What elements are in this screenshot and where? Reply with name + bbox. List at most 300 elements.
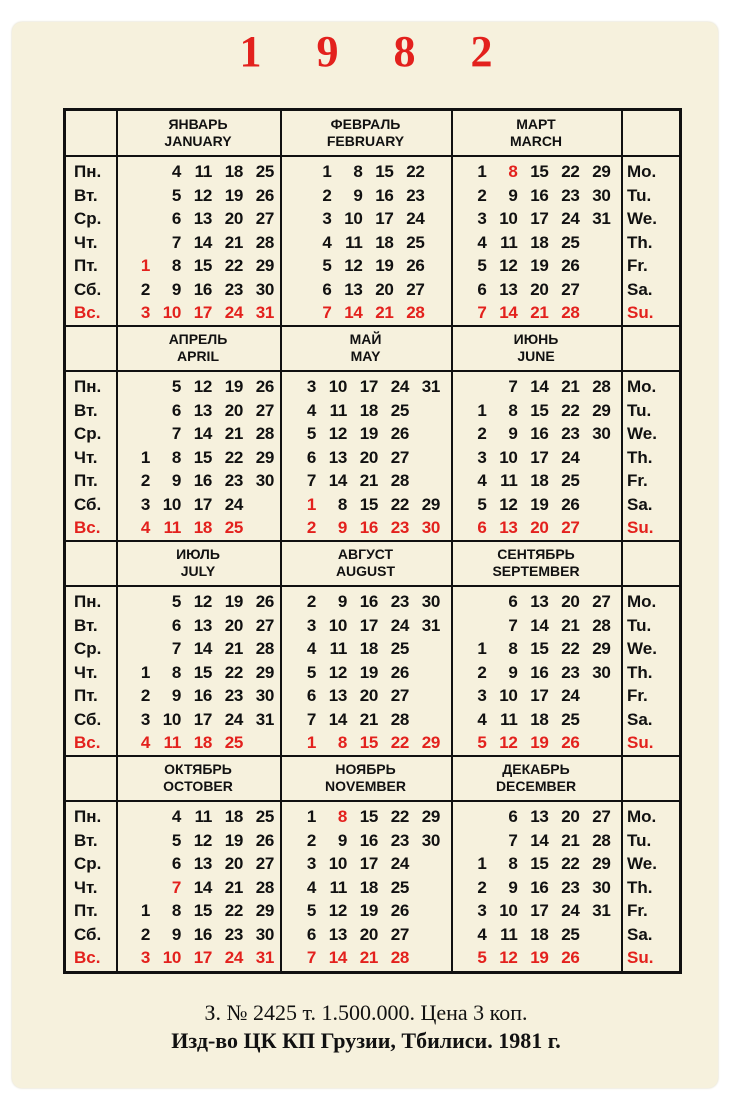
day-number: 14 [530,830,549,850]
day-number: 6 [477,279,487,299]
day-number: 27 [390,447,409,467]
month-days [288,805,443,970]
month-header [451,111,621,155]
weekday-label: Вс. [74,518,101,537]
day-number: 7 [508,377,518,396]
day-number: 31 [255,303,274,322]
day-number: 6 [477,518,487,537]
day-number: 14 [193,877,212,897]
day-number: 13 [530,807,549,826]
day-number: 26 [255,185,274,205]
day-number: 3 [306,377,316,396]
day-number: 6 [171,209,181,228]
week-row [288,731,443,755]
day-number: 31 [255,948,274,967]
day-number: 11 [194,162,212,181]
day-number: 14 [530,377,549,396]
week-row [122,375,277,399]
day-number: 21 [224,424,243,443]
day-number: 14 [193,232,212,252]
week-row [288,590,443,614]
day-number: 2 [140,279,150,299]
day-number: 12 [328,901,347,920]
weekday-label: Чт. [74,232,98,252]
day-number: 10 [328,377,347,396]
day-number: 14 [499,303,518,322]
day-number: 26 [561,494,580,514]
day-number: 10 [162,948,181,967]
week-row [122,852,277,876]
day-number: 8 [337,494,347,514]
day-number: 28 [255,639,274,658]
week-row [122,684,277,708]
day-number: 5 [477,733,487,752]
day-number: 28 [406,303,425,322]
month-name-en: SEPTEMBER [492,563,580,579]
day-number: 21 [561,377,580,396]
day-number: 8 [508,854,518,873]
day-number: 25 [224,518,243,537]
day-number: 1 [322,162,332,181]
day-number: 9 [337,518,347,537]
month-days [459,160,614,325]
week-row [288,829,443,853]
day-number: 22 [224,447,243,467]
day-number: 12 [193,830,212,850]
day-number: 18 [193,733,212,752]
day-number: 23 [390,518,409,537]
weekday-label: Fr. [627,256,648,275]
day-number: 5 [171,377,181,396]
weekday-label: Tu. [627,615,652,635]
day-number: 14 [193,424,212,443]
day-number: 30 [255,686,274,705]
week-row [288,852,443,876]
month-header [280,326,451,370]
day-number: 15 [359,733,378,752]
day-number: 6 [306,686,316,705]
week-row [288,469,443,493]
weekday-label: Mo. [627,592,657,611]
day-number: 15 [193,256,212,275]
day-number: 1 [477,162,487,181]
day-number: 19 [359,424,378,443]
day-number: 29 [421,733,440,752]
weekday-label: Tu. [627,400,652,420]
day-number: 15 [530,854,549,873]
day-number: 25 [561,471,580,490]
day-number: 3 [140,709,150,729]
day-number: 5 [477,948,487,967]
month-days [459,590,614,755]
day-number: 10 [344,209,363,228]
day-number: 4 [477,709,487,729]
day-number: 21 [224,877,243,897]
week-row [288,399,443,423]
month-days [304,160,428,325]
day-number: 16 [193,279,212,299]
month-days [122,805,277,970]
weekday-label: Вт. [74,400,98,420]
month-days [288,590,443,755]
day-number: 25 [561,709,580,729]
month-days [288,375,443,540]
day-number: 1 [306,733,316,752]
day-number: 21 [359,709,378,729]
weekday-label: Sa. [627,494,653,514]
month-name-ru: ЯНВАРЬ [168,116,228,132]
month-header [280,111,451,155]
day-number: 26 [390,424,409,443]
day-number: 14 [328,948,347,967]
month-name-ru: СЕНТЯБРЬ [497,546,575,562]
day-number: 9 [171,686,181,705]
day-number: 28 [390,948,409,967]
day-number: 7 [306,471,316,490]
day-number: 25 [390,639,409,658]
week-row [459,399,614,423]
day-number: 18 [224,807,243,826]
day-number: 15 [375,162,394,181]
grid-header-line [66,585,679,587]
day-number: 29 [592,400,611,420]
day-number: 23 [561,424,580,443]
day-number: 3 [306,615,316,635]
day-number: 8 [337,807,347,826]
day-number: 14 [193,639,212,658]
day-number: 7 [508,830,518,850]
day-number: 26 [390,662,409,682]
day-number: 13 [328,447,347,467]
day-number: 18 [359,639,378,658]
day-number: 29 [421,494,440,514]
week-row [288,375,443,399]
week-row [459,446,614,470]
month-name-en: JANUARY [164,133,232,149]
month-header [451,326,621,370]
month-header [116,756,280,800]
day-number: 23 [561,877,580,897]
day-number: 4 [306,877,316,897]
week-row [459,805,614,829]
weekday-labels-ru [74,375,101,540]
week-row [122,231,277,255]
day-number: 1 [140,447,150,467]
day-number: 19 [224,185,243,205]
day-number: 18 [530,709,549,729]
day-number: 25 [255,162,274,181]
day-number: 2 [322,185,332,205]
day-number: 20 [359,686,378,705]
day-number: 26 [255,592,274,611]
footer-print-info: З. № 2425 т. 1.500.000. Цена 3 коп. [204,1000,528,1025]
day-number: 24 [406,209,425,228]
day-number: 4 [140,518,150,537]
weekday-label: Th. [627,877,653,897]
month-header [451,756,621,800]
day-number: 20 [561,807,580,826]
day-number: 8 [337,733,347,752]
day-number: 16 [193,924,212,944]
day-number: 24 [390,854,409,873]
weekday-labels-ru [74,805,101,970]
day-number: 14 [344,303,363,322]
day-number: 15 [359,807,378,826]
weekday-label: Пт. [74,471,98,490]
day-number: 4 [477,232,487,252]
weekday-label: Чт. [74,662,98,682]
day-number: 1 [477,639,487,658]
month-name-en: MAY [350,348,381,364]
week-row [122,805,277,829]
day-number: 27 [255,400,274,420]
day-number: 22 [390,733,409,752]
day-number: 3 [140,948,150,967]
day-number: 25 [561,924,580,944]
day-number: 2 [477,877,487,897]
day-number: 12 [328,662,347,682]
day-number: 11 [329,400,347,420]
day-number: 21 [561,830,580,850]
week-row [122,254,277,278]
day-number: 18 [359,877,378,897]
day-number: 10 [499,209,518,228]
week-row [459,301,614,325]
day-number: 11 [500,471,518,490]
day-number: 6 [508,807,518,826]
day-number: 22 [561,400,580,420]
day-number: 19 [224,592,243,611]
weekday-label: Ср. [74,854,102,873]
week-row [288,708,443,732]
week-row [304,278,428,302]
week-row [304,254,428,278]
month-header [116,111,280,155]
day-number: 12 [499,733,518,752]
day-number: 22 [224,256,243,275]
month-name-en: NOVEMBER [325,778,406,794]
week-row [122,899,277,923]
day-number: 16 [359,830,378,850]
day-number: 2 [477,185,487,205]
day-number: 2 [477,662,487,682]
weekday-labels-en [627,160,657,325]
weekday-label: Вт. [74,185,98,205]
weekday-label: Пн. [74,807,102,826]
day-number: 17 [193,948,212,967]
week-row [122,829,277,853]
day-number: 24 [224,948,243,967]
week-row [122,184,277,208]
day-number: 13 [193,615,212,635]
month-name-en: APRIL [177,348,219,364]
day-number: 17 [530,209,549,228]
day-number: 19 [530,948,549,967]
day-number: 11 [329,639,347,658]
day-number: 12 [499,494,518,514]
day-number: 13 [499,518,518,537]
day-number: 15 [193,662,212,682]
weekday-label: Th. [627,662,653,682]
month-name-ru: ОКТЯБРЬ [164,761,232,777]
weekday-label: Сб. [74,279,102,299]
day-number: 10 [499,901,518,920]
week-row [122,446,277,470]
day-number: 9 [337,592,347,611]
day-number: 30 [592,424,611,443]
day-number: 28 [255,424,274,443]
day-number: 2 [140,924,150,944]
day-number: 11 [163,733,181,752]
day-number: 30 [421,518,440,537]
week-row [304,184,428,208]
weekday-label: Fr. [627,471,648,490]
day-number: 8 [508,400,518,420]
week-row [304,207,428,231]
weekday-labels-ru [74,590,101,755]
day-number: 12 [328,424,347,443]
calendar-grid [63,108,682,974]
day-number: 22 [390,807,409,826]
week-row [122,590,277,614]
day-number: 27 [561,518,580,537]
weekday-label: Su. [627,733,654,752]
weekday-label: Sa. [627,924,653,944]
day-number: 1 [140,662,150,682]
day-number: 28 [592,615,611,635]
month-header [451,541,621,585]
day-number: 8 [171,901,181,920]
weekday-label: Mo. [627,162,657,181]
weekday-labels-ru [74,160,101,325]
day-number: 9 [353,185,363,205]
day-number: 9 [508,424,518,443]
weekday-label: Пт. [74,901,98,920]
week-row [459,899,614,923]
day-number: 20 [224,854,243,873]
weekday-label: We. [627,854,657,873]
day-number: 15 [530,400,549,420]
day-number: 6 [306,447,316,467]
day-number: 13 [344,279,363,299]
weekday-label: Пт. [74,256,98,275]
week-row [122,516,277,540]
day-number: 19 [224,377,243,396]
day-number: 30 [255,924,274,944]
day-number: 23 [224,686,243,705]
day-number: 22 [561,162,580,181]
day-number: 9 [171,924,181,944]
month-name-ru: АПРЕЛЬ [168,331,228,347]
week-row [459,493,614,517]
weekday-label: Вс. [74,733,101,752]
day-number: 29 [255,256,274,275]
day-number: 5 [306,662,316,682]
day-number: 11 [500,709,518,729]
day-number: 16 [530,185,549,205]
day-number: 22 [561,854,580,873]
day-number: 22 [224,901,243,920]
day-number: 15 [530,162,549,181]
day-number: 27 [255,209,274,228]
day-number: 20 [530,279,549,299]
weekday-labels-en [627,590,657,755]
year-title: 1 9 8 2 [239,27,515,76]
day-number: 1 [477,400,487,420]
weekday-label: Вт. [74,615,98,635]
day-number: 25 [255,807,274,826]
week-row [459,254,614,278]
week-row [459,614,614,638]
day-number: 26 [561,948,580,967]
day-number: 27 [592,592,611,611]
day-number: 11 [163,518,181,537]
day-number: 13 [328,924,347,944]
day-number: 3 [477,209,487,228]
day-number: 18 [224,162,243,181]
day-number: 20 [224,400,243,420]
day-number: 17 [530,901,549,920]
day-number: 22 [224,662,243,682]
day-number: 3 [140,303,150,322]
day-number: 4 [322,232,332,252]
day-number: 5 [306,424,316,443]
day-number: 13 [193,209,212,228]
day-number: 17 [193,303,212,322]
week-row [122,637,277,661]
month-days [122,590,277,755]
day-number: 23 [224,471,243,490]
day-number: 24 [561,447,580,467]
day-number: 12 [193,592,212,611]
day-number: 28 [255,877,274,897]
weekday-label: Ср. [74,424,102,443]
week-row [459,184,614,208]
week-row [288,661,443,685]
day-number: 7 [171,877,181,897]
weekday-label: Tu. [627,185,652,205]
week-row [459,852,614,876]
week-row [288,684,443,708]
day-number: 16 [530,662,549,682]
month-name-ru: АВГУСТ [337,546,394,562]
day-number: 11 [329,877,347,897]
day-number: 9 [508,185,518,205]
week-row [459,946,614,970]
day-number: 20 [359,924,378,944]
week-row [122,661,277,685]
weekday-label: Ср. [74,639,102,658]
day-number: 7 [477,303,487,322]
day-number: 25 [224,733,243,752]
weekday-label: We. [627,639,657,658]
day-number: 10 [328,854,347,873]
day-number: 5 [306,901,316,920]
day-number: 11 [345,232,363,252]
day-number: 31 [255,709,274,729]
day-number: 29 [592,639,611,658]
week-row [122,731,277,755]
day-number: 30 [255,471,274,490]
day-number: 8 [353,162,363,181]
day-number: 22 [390,494,409,514]
day-number: 3 [477,447,487,467]
day-number: 10 [162,709,181,729]
day-number: 4 [306,400,316,420]
day-number: 4 [306,639,316,658]
weekday-label: Чт. [74,877,98,897]
day-number: 20 [359,447,378,467]
